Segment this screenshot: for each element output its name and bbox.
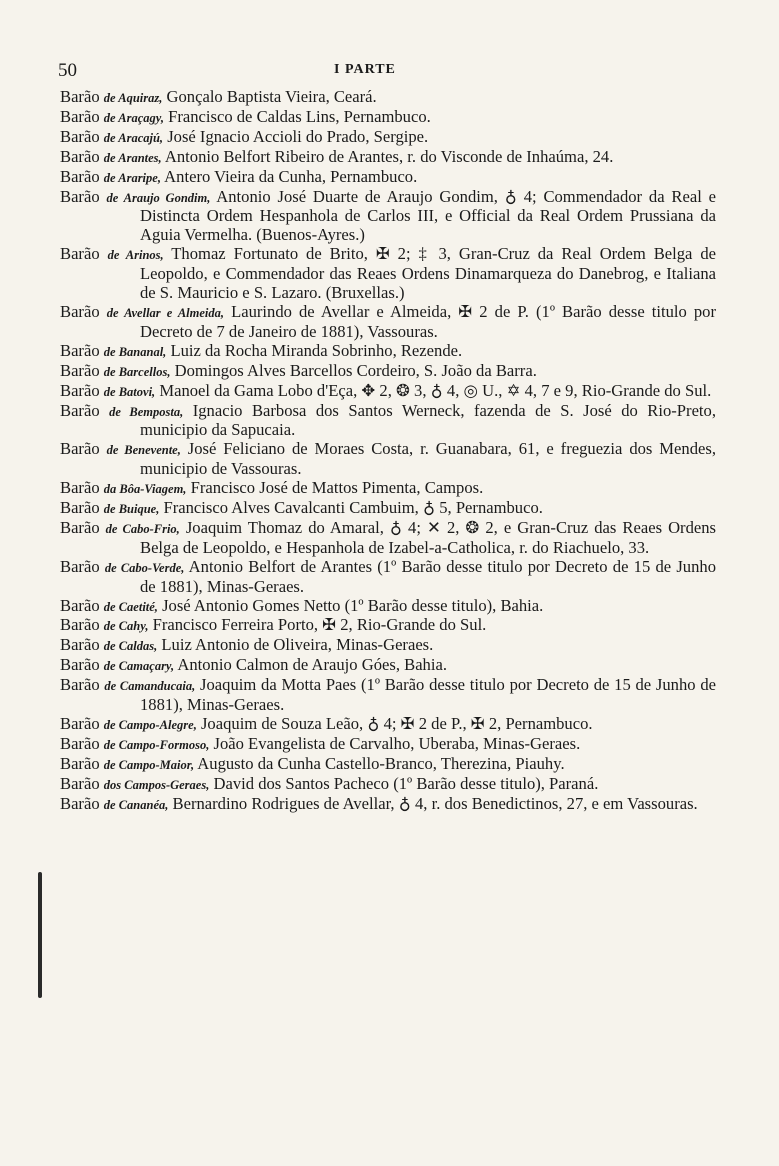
entry-prefix: Barão	[60, 675, 100, 695]
entry-prefix: Barão	[60, 340, 100, 360]
entry-prefix: Barão	[60, 498, 100, 518]
entry-prefix: Barão	[60, 439, 100, 459]
entry-text: Francisco de Caldas Lins, Pernambuco.	[163, 106, 431, 126]
register-entry	[60, 88, 716, 108]
register-entry	[60, 440, 716, 479]
register-entry	[60, 558, 716, 597]
register-entry	[60, 168, 716, 188]
entry-title: de Campo-Maior,	[103, 757, 195, 772]
entry-text: Bernardino Rodrigues de Avellar, ♁ 4, r. dos Benedictinos, 27, e em Vassouras.	[168, 793, 698, 813]
entry-prefix: Barão	[60, 595, 100, 615]
entry-text: Luiz da Rocha Miranda Sobrinho, Rezende.	[166, 340, 463, 360]
entry-prefix: Barão	[60, 360, 100, 380]
entry-title: de Caetité,	[103, 599, 158, 614]
entry-text: David dos Santos Pacheco (1º Barão desse titulo), Paraná.	[209, 773, 599, 793]
register-entry	[60, 795, 716, 815]
register-entry	[60, 128, 716, 148]
entry-title: de Araripe,	[103, 170, 161, 185]
entry-text: Antonio José Duarte de Araujo Gondim, ♁ 4; Commendador da Real e Distincta Ordem Hespanhola de Carlos III, e Official da Real Ordem Prussiana da Aguia Vermelha. (Buenos-Ayres.)	[140, 186, 716, 245]
entry-prefix: Barão	[60, 244, 100, 264]
entry-prefix: Barão	[60, 655, 100, 675]
entry-title: de Caldas,	[103, 639, 158, 654]
entry-prefix: Barão	[60, 635, 100, 655]
register-entry	[60, 597, 716, 617]
entry-prefix: Barão	[60, 87, 100, 106]
entry-text: Antonio Belfort Ribeiro de Arantes, r. do Visconde de Inhaúma, 24.	[161, 146, 614, 166]
register-entry	[60, 479, 716, 499]
entry-title: de Batovi,	[103, 384, 156, 399]
entry-text: Antonio Belfort de Arantes (1º Barão desse titulo por Decreto de 15 de Junho de 1881), Minas-Geraes.	[140, 556, 716, 596]
entry-text: Francisco José de Mattos Pimenta, Campos.	[186, 478, 484, 498]
entry-title: de Cabo-Frio,	[105, 521, 180, 536]
entry-title: de Arinos,	[107, 248, 164, 263]
entry-title: de Camaçary,	[103, 659, 175, 674]
entry-title: de Cahy,	[103, 619, 149, 634]
entry-text: Joaquim Thomaz do Amaral, ♁ 4; ✕ 2, ❂ 2, e Gran-Cruz das Reaes Ordens Belga de Leopoldo, e Hespanhola de Izabel-a-Catholica, r. do Riachuelo, 33.	[140, 517, 716, 557]
entry-text: Antonio Calmon de Araujo Góes, Bahia.	[174, 655, 447, 675]
entry-text: Augusto da Cunha Castello-Branco, Therezina, Piauhy.	[194, 753, 565, 773]
entry-title: de Campo-Formoso,	[103, 737, 210, 752]
register-entry	[60, 382, 716, 402]
entry-title: de Campo-Alegre,	[103, 718, 197, 732]
entry-prefix: Barão	[60, 733, 100, 753]
register-entry	[60, 188, 716, 246]
register-entry	[60, 362, 716, 382]
register-entry	[60, 735, 716, 755]
entry-prefix: Barão	[60, 400, 100, 420]
entry-text: Domingos Alves Barcellos Cordeiro, S. João da Barra.	[170, 360, 537, 380]
entry-prefix: Barão	[60, 556, 100, 576]
entry-prefix: Barão	[60, 301, 100, 321]
entry-title: de Arantes,	[103, 150, 162, 165]
entry-title: de Araçagy,	[103, 110, 164, 125]
entry-prefix: Barão	[60, 793, 100, 813]
entry-prefix: Barão	[60, 753, 100, 773]
entry-text: Laurindo de Avellar e Almeida, ✠ 2 de P. (1º Barão desse titulo por Decreto de 7 de Janeiro de 1881), Vassouras.	[140, 301, 716, 341]
register-entry	[60, 715, 716, 735]
entry-text: Thomaz Fortunato de Brito, ✠ 2; ‡ 3, Gran-Cruz da Real Ordem Belga de Leopoldo, e Commendador das Reaes Ordens Dinamarqueza do Danebrog, e Italiana de S. Mauricio e S. Lazaro. (Bruxellas.)	[140, 244, 716, 303]
entry-prefix: Barão	[60, 166, 100, 186]
entry-text: Ignacio Barbosa dos Santos Werneck, fazenda de S. José do Rio-Preto, municipio da Sapucaia.	[140, 400, 716, 440]
entry-prefix: Barão	[60, 380, 100, 400]
running-title: I PARTE	[334, 62, 396, 77]
entry-prefix: Barão	[60, 773, 100, 793]
entry-prefix: Barão	[60, 517, 100, 537]
register-entries	[60, 88, 716, 815]
entry-prefix: Barão	[60, 714, 100, 733]
entry-text: Gonçalo Baptista Vieira, Ceará.	[162, 87, 377, 106]
entry-text: Francisco Ferreira Porto, ✠ 2, Rio-Grande do Sul.	[148, 615, 487, 635]
entry-title: de Araujo Gondim,	[106, 190, 211, 205]
entry-text: Joaquim de Souza Leão, ♁ 4; ✠ 2 de P., ✠ 2, Pernambuco.	[196, 714, 593, 733]
entry-prefix: Barão	[60, 478, 100, 498]
entry-text: Joaquim da Motta Paes (1º Barão desse titulo por Decreto de 15 de Junho de 1881), Minas-Geraes.	[140, 675, 716, 715]
entry-prefix: Barão	[60, 186, 100, 206]
entry-title: de Bananal,	[103, 344, 167, 359]
entry-title: de Camanducaia,	[104, 679, 196, 694]
entry-title: de Barcellos,	[103, 364, 171, 379]
register-entry	[60, 775, 716, 795]
entry-title: de Bemposta,	[109, 404, 184, 419]
entry-text: Francisco Alves Cavalcanti Cambuim, ♁ 5, Pernambuco.	[159, 498, 543, 518]
entry-prefix: Barão	[60, 146, 100, 166]
entry-prefix: Barão	[60, 106, 100, 126]
entry-prefix: Barão	[60, 615, 100, 635]
entry-text: Manoel da Gama Lobo d'Eça, ✥ 2, ❂ 3, ♁ 4, ◎ U., ✡ 4, 7 e 9, Rio-Grande do Sul.	[155, 380, 712, 400]
margin-pencil-mark	[38, 872, 42, 998]
entry-title: de Benevente,	[106, 443, 181, 458]
entry-title: de Avellar e Almeida,	[106, 305, 225, 320]
entry-title: dos Campos-Geraes,	[103, 777, 210, 792]
register-entry	[60, 402, 716, 441]
register-entry	[60, 108, 716, 128]
register-entry	[60, 616, 716, 636]
entry-text: José Feliciano de Moraes Costa, r. Guanabara, 61, e freguezia dos Mendes, municipio de Vassouras.	[140, 439, 716, 479]
register-entry	[60, 656, 716, 676]
register-entry	[60, 755, 716, 775]
register-entry	[60, 342, 716, 362]
register-entry	[60, 499, 716, 519]
entry-text: José Antonio Gomes Netto (1º Barão desse titulo), Bahia.	[157, 595, 544, 615]
entry-title: de Buique,	[103, 502, 160, 517]
entry-text: Luiz Antonio de Oliveira, Minas-Geraes.	[157, 635, 434, 655]
entry-text: João Evangelista de Carvalho, Uberaba, Minas-Geraes.	[209, 733, 581, 753]
register-entry	[60, 303, 716, 342]
entry-title: de Aracajú,	[103, 130, 164, 145]
register-entry	[60, 519, 716, 558]
entry-prefix: Barão	[60, 126, 100, 146]
register-entry	[60, 245, 716, 303]
register-entry	[60, 636, 716, 656]
entry-title: de Aquiraz,	[103, 91, 163, 105]
entry-text: José Ignacio Accioli do Prado, Sergipe.	[163, 126, 429, 146]
entry-title: de Cananéa,	[103, 797, 169, 812]
entry-title: de Cabo-Verde,	[104, 560, 185, 575]
page-number: 50	[58, 60, 77, 81]
entry-title: da Bôa-Viagem,	[103, 482, 187, 497]
entry-text: Antero Vieira da Cunha, Pernambuco.	[160, 166, 418, 186]
register-entry	[60, 676, 716, 715]
register-entry	[60, 148, 716, 168]
